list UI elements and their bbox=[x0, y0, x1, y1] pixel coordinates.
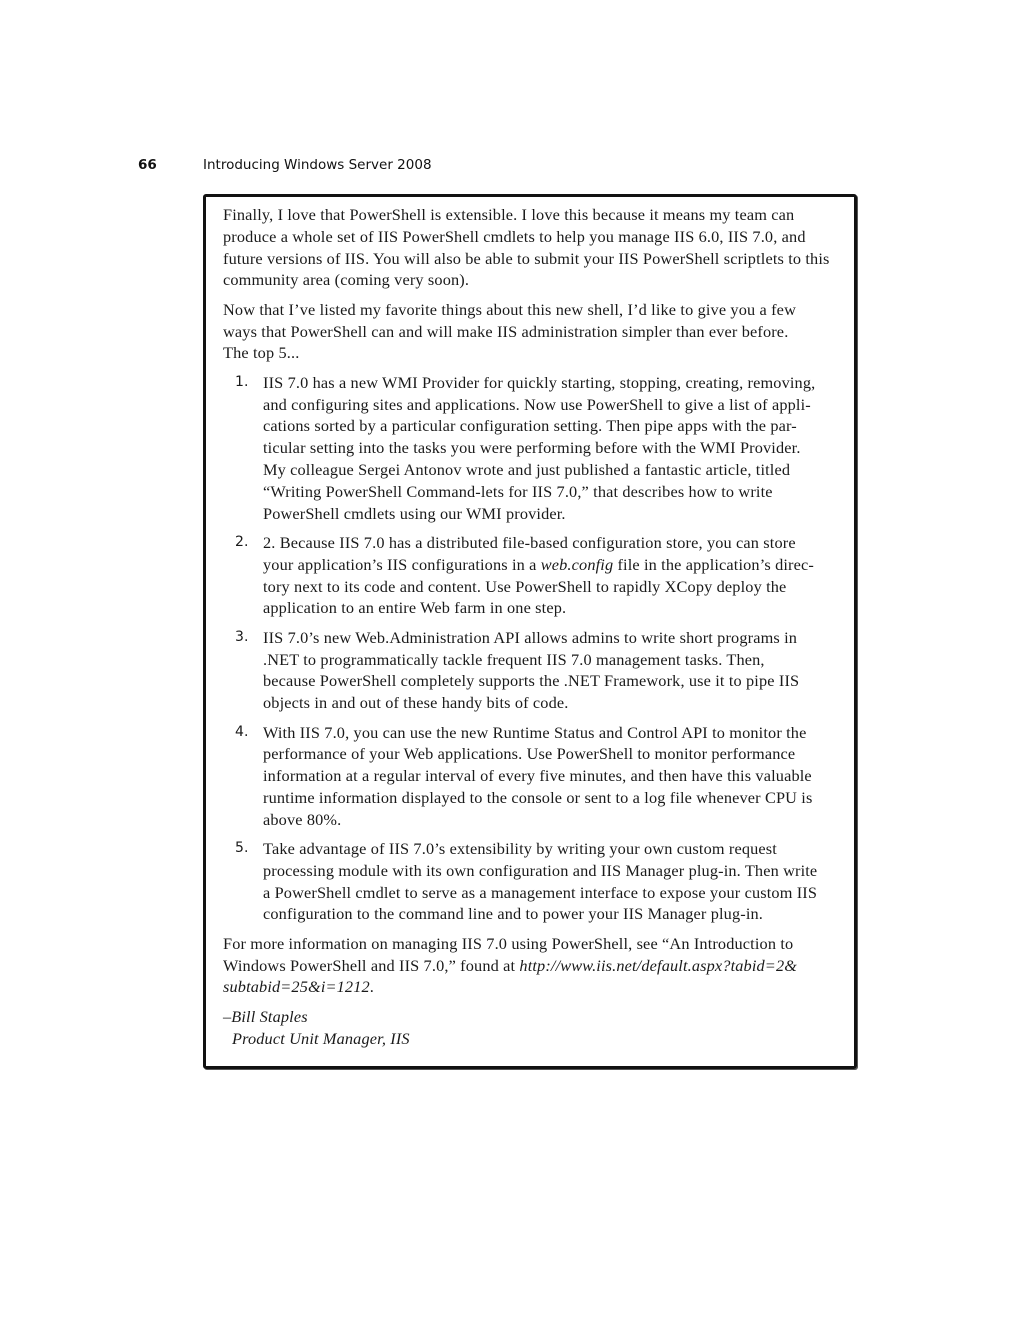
numbered-list bbox=[223, 372, 838, 926]
text-line bbox=[263, 459, 838, 481]
text-segment: My colleague Sergei Antonov wrote and just published a fantastic article, titled bbox=[263, 459, 791, 479]
text-segment: because PowerShell completely supports the .NET Framework, use it to pipe IIS bbox=[263, 671, 800, 691]
list-item bbox=[223, 627, 838, 714]
text-line bbox=[223, 269, 838, 291]
text-line bbox=[263, 415, 838, 437]
intro-paragraphs bbox=[223, 204, 838, 364]
text-segment: objects in and out of these handy bits of code. bbox=[263, 693, 569, 713]
italic-text: http://www.iis.net/default.aspx?tabid=2& bbox=[519, 955, 798, 975]
signature-name: –Bill Staples bbox=[223, 1006, 308, 1026]
page-number: 66 bbox=[138, 157, 157, 173]
text-segment: information at a regular interval of every five minutes, and then have this valuable bbox=[263, 766, 812, 786]
text-segment: configuration to the command line and to power your IIS Manager plug-in. bbox=[263, 904, 764, 924]
text-line bbox=[263, 838, 838, 860]
text-line bbox=[263, 394, 838, 416]
text-segment: PowerShell cmdlets using our WMI provider. bbox=[263, 503, 566, 523]
text-segment: processing module with its own configuration and IIS Manager plug-in. Then write bbox=[263, 860, 818, 880]
text-segment: . bbox=[369, 977, 375, 997]
text-line bbox=[263, 627, 838, 649]
italic-text: subtabid=25&i=1212 bbox=[223, 977, 370, 997]
text-segment: Now that I’ve listed my favorite things about this new shell, I’d like to give you a few bbox=[223, 299, 796, 319]
list-item bbox=[223, 722, 838, 831]
text-line bbox=[223, 976, 838, 998]
text-segment: Windows PowerShell and IIS 7.0,” found at bbox=[223, 955, 520, 975]
paragraph bbox=[223, 299, 838, 364]
signature bbox=[223, 1006, 838, 1050]
text-line bbox=[263, 809, 838, 831]
text-segment: For more information on managing IIS 7.0 using PowerShell, see “An Introduction to bbox=[223, 933, 794, 953]
text-segment: produce a whole set of IIS PowerShell cmdlets to help you manage IIS 6.0, IIS 7.0, and bbox=[223, 226, 806, 246]
text-line bbox=[263, 743, 838, 765]
text-line bbox=[263, 692, 838, 714]
text-segment: future versions of IIS. You will also be able to submit your IIS PowerShell scriptlets to this bbox=[223, 248, 830, 268]
text-line bbox=[223, 321, 838, 343]
text-segment: With IIS 7.0, you can use the new Runtime Status and Control API to monitor the bbox=[263, 722, 807, 742]
text-line bbox=[223, 933, 838, 955]
text-segment: Take advantage of IIS 7.0’s extensibility by writing your own custom request bbox=[263, 839, 777, 859]
text-line bbox=[223, 248, 838, 270]
text-segment: file in the application’s direc- bbox=[613, 554, 814, 574]
text-line bbox=[263, 597, 838, 619]
text-segment: above 80%. bbox=[263, 809, 342, 829]
text-line bbox=[223, 342, 838, 364]
text-segment: ticular setting into the tasks you were performing before with the WMI Provider. bbox=[263, 438, 801, 458]
text-line bbox=[263, 860, 838, 882]
text-segment: runtime information displayed to the console or sent to a log file whenever CPU is bbox=[263, 787, 813, 807]
text-segment: IIS 7.0’s new Web.Administration API allows admins to write short programs in bbox=[263, 627, 798, 647]
text-line bbox=[223, 226, 838, 248]
text-segment: your application’s IIS configurations in a bbox=[263, 554, 541, 574]
text-segment: .NET to programmatically tackle frequent IIS 7.0 management tasks. Then, bbox=[263, 649, 765, 669]
text-segment: IIS 7.0 has a new WMI Provider for quickly starting, stopping, creating, removing, bbox=[263, 372, 816, 392]
text-line bbox=[263, 765, 838, 787]
text-line bbox=[263, 576, 838, 598]
text-line bbox=[223, 955, 838, 977]
list-number: 2. bbox=[235, 533, 249, 550]
list-item bbox=[223, 372, 838, 525]
signature-title: Product Unit Manager, IIS bbox=[232, 1028, 410, 1048]
text-segment: 2. Because IIS 7.0 has a distributed file-based configuration store, you can store bbox=[263, 532, 796, 552]
text-line bbox=[263, 670, 838, 692]
list-item bbox=[223, 838, 838, 925]
text-line bbox=[263, 787, 838, 809]
text-line bbox=[263, 503, 838, 525]
text-line bbox=[263, 903, 838, 925]
italic-text: web.config bbox=[540, 554, 614, 574]
text-line bbox=[263, 554, 838, 576]
text-line bbox=[263, 882, 838, 904]
text-segment: Finally, I love that PowerShell is extensible. I love this because it means my team can bbox=[223, 205, 795, 224]
text-segment: tory next to its code and content. Use PowerShell to rapidly XCopy deploy the bbox=[263, 576, 787, 596]
text-segment: a PowerShell cmdlet to serve as a management interface to expose your custom IIS bbox=[263, 882, 818, 902]
paragraph bbox=[223, 204, 838, 291]
chapter-title: Introducing Windows Server 2008 bbox=[203, 157, 432, 173]
text-segment: ways that PowerShell can and will make IIS administration simpler than ever before. bbox=[223, 321, 789, 341]
text-segment: cations sorted by a particular configuration setting. Then pipe apps with the par- bbox=[263, 416, 797, 436]
list-number: 4. bbox=[235, 723, 249, 740]
text-segment: application to an entire Web farm in one step. bbox=[263, 598, 567, 618]
text-line bbox=[223, 204, 838, 226]
text-line bbox=[263, 722, 838, 744]
list-number: 5. bbox=[235, 840, 249, 857]
text-line bbox=[263, 437, 838, 459]
sidebar-content bbox=[223, 204, 838, 1049]
text-line bbox=[263, 649, 838, 671]
text-line bbox=[263, 532, 838, 554]
text-segment: performance of your Web applications. Use PowerShell to monitor performance bbox=[263, 744, 796, 764]
text-line bbox=[263, 372, 838, 394]
list-number: 1. bbox=[235, 373, 249, 390]
text-segment: community area (coming very soon). bbox=[223, 270, 470, 290]
text-line bbox=[263, 481, 838, 503]
text-line bbox=[223, 299, 838, 321]
closing-paragraph bbox=[223, 933, 838, 998]
list-number: 3. bbox=[235, 628, 249, 645]
text-segment: “Writing PowerShell Command-lets for IIS 7.0,” that describes how to write bbox=[263, 481, 773, 501]
text-segment: and configuring sites and applications. Now use PowerShell to give a list of appli- bbox=[263, 394, 811, 414]
list-item bbox=[223, 532, 838, 619]
text-segment: The top 5... bbox=[223, 343, 300, 363]
